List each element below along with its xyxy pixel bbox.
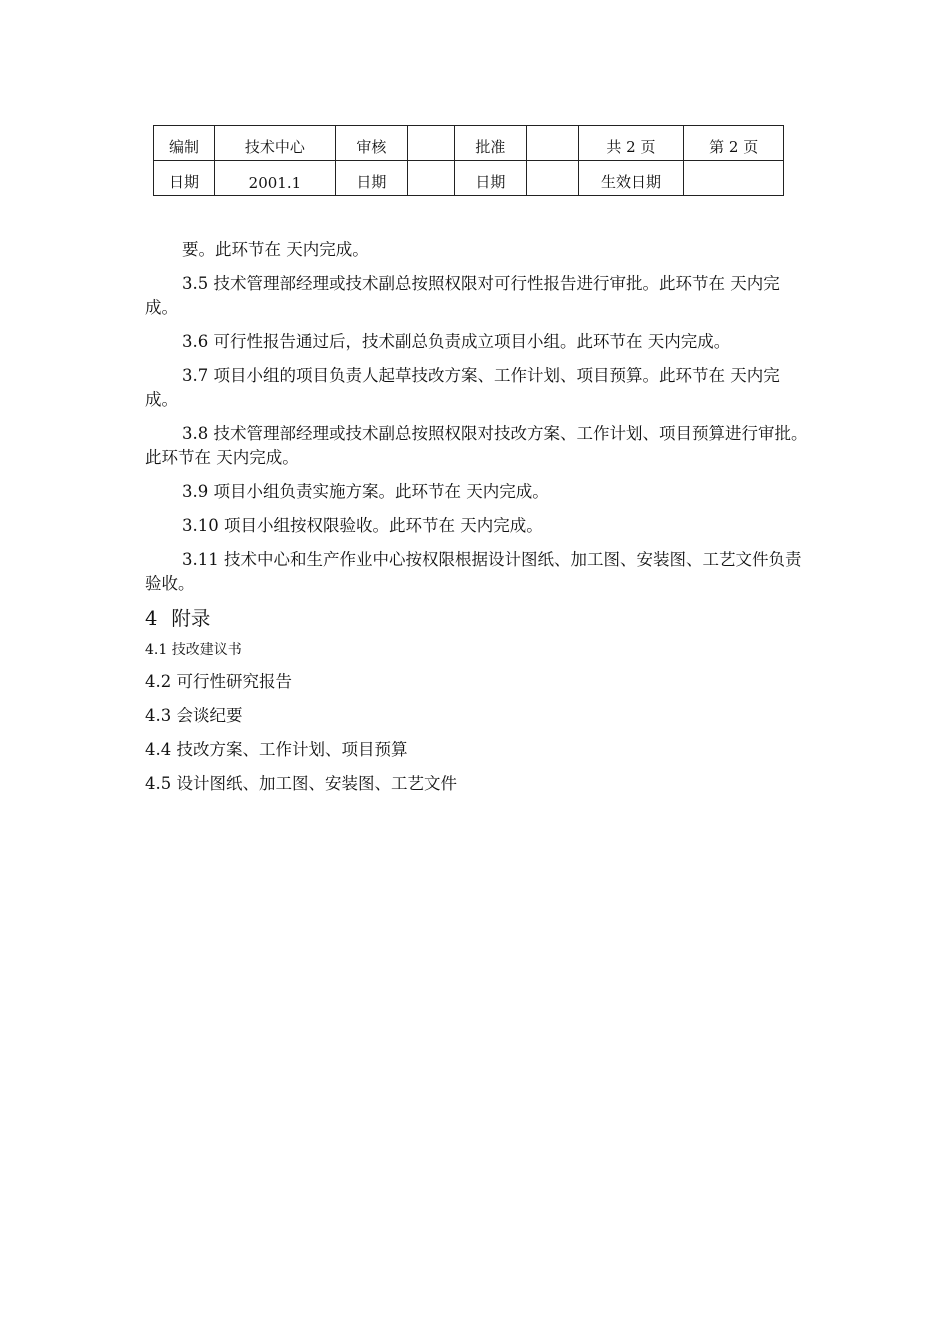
cell-date-label-3: 日期 xyxy=(454,161,526,196)
cell-approve-label: 批准 xyxy=(454,126,526,161)
cell-date-label-2: 日期 xyxy=(335,161,407,196)
section-4-title: 附录 xyxy=(171,607,211,630)
appendix-item-4-5: 4.5 设计图纸、加工图、安装图、工艺文件 xyxy=(145,774,457,793)
paragraph-3-11: 3.11 技术中心和生产作业中心按权限根据设计图纸、加工图、安装图、工艺文件负责验收。 xyxy=(145,550,802,593)
paragraph-continuation: 要。此环节在 天内完成。 xyxy=(182,240,369,259)
cell-page-number: 第 2 页 xyxy=(684,126,784,161)
paragraph-3-6: 3.6 可行性报告通过后，技术副总负责成立项目小组。此环节在 天内完成。 xyxy=(182,332,731,351)
paragraph-3-9: 3.9 项目小组负责实施方案。此环节在 天内完成。 xyxy=(182,482,549,501)
cell-approve-value xyxy=(527,126,578,161)
cell-compiled-value: 技术中心 xyxy=(215,126,336,161)
paragraph-3-10: 3.10 项目小组按权限验收。此环节在 天内完成。 xyxy=(182,516,543,535)
cell-date-value-3 xyxy=(527,161,578,196)
paragraph-3-8: 3.8 技术管理部经理或技术副总按照权限对技改方案、工作计划、项目预算进行审批。此环节在 天内完成。 xyxy=(145,424,808,467)
cell-review-label: 审核 xyxy=(335,126,407,161)
cell-date-label-1: 日期 xyxy=(154,161,215,196)
cell-compiled-label: 编制 xyxy=(154,126,215,161)
appendix-item-4-2: 4.2 可行性研究报告 xyxy=(145,672,292,691)
header-row-1 xyxy=(154,126,784,161)
cell-date-value-2 xyxy=(408,161,455,196)
cell-effective-date-value xyxy=(684,161,784,196)
appendix-item-4-4: 4.4 技改方案、工作计划、项目预算 xyxy=(145,740,408,759)
appendix-item-4-1: 4.1 技改建议书 xyxy=(145,642,242,658)
document-header-table xyxy=(153,125,784,196)
cell-total-pages: 共 2 页 xyxy=(578,126,684,161)
cell-effective-date-label: 生效日期 xyxy=(578,161,684,196)
section-4-heading xyxy=(145,606,810,632)
header-row-2 xyxy=(154,161,784,196)
section-4-number: 4 xyxy=(145,607,158,630)
document-body xyxy=(145,238,810,806)
paragraph-3-5: 3.5 技术管理部经理或技术副总按照权限对可行性报告进行审批。此环节在 天内完成。 xyxy=(145,274,780,317)
cell-review-value xyxy=(408,126,455,161)
appendix-item-4-3: 4.3 会谈纪要 xyxy=(145,706,243,725)
cell-date-value-1: 2001.1 xyxy=(215,161,336,196)
paragraph-3-7: 3.7 项目小组的项目负责人起草技改方案、工作计划、项目预算。此环节在 天内完成。 xyxy=(145,366,780,409)
